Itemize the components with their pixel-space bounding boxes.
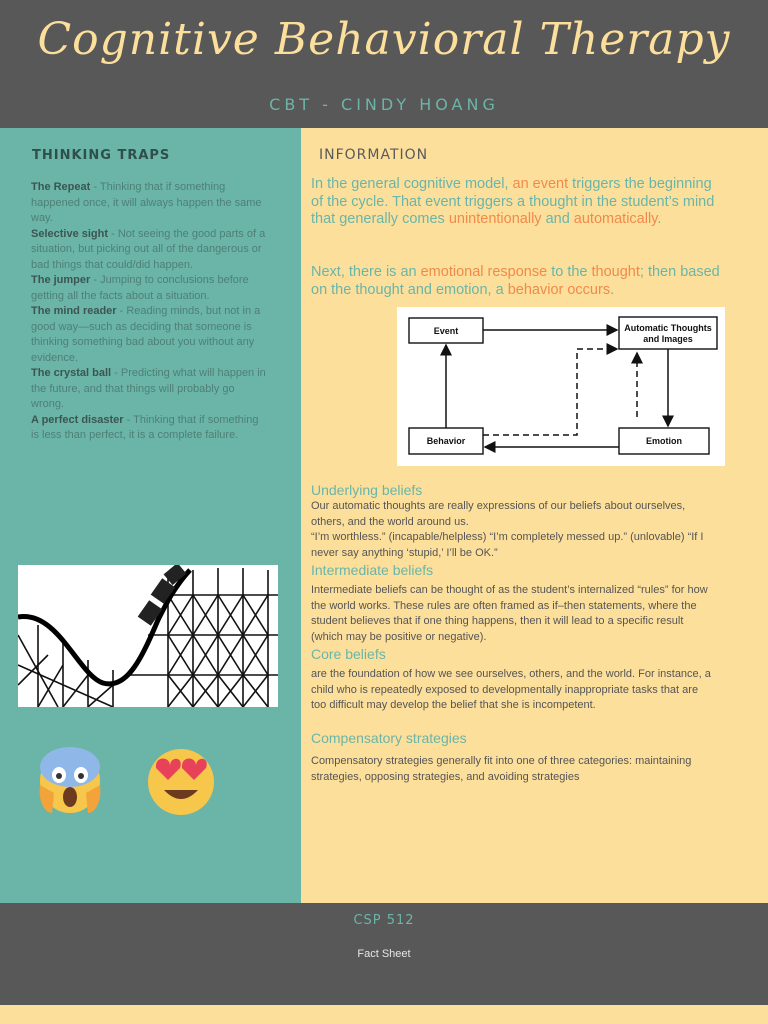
trap-name: The mind reader (31, 305, 117, 317)
highlight-segment: an event (512, 176, 569, 192)
roller-coaster-image (18, 565, 278, 707)
trap-item: Selective sight - Not seeing the good parts of a situation, but picking out all of the dangerous or bad things that could/did happen. (31, 227, 266, 271)
information-heading: INFORMATION (319, 147, 429, 163)
highlight-segment: thought (591, 264, 640, 280)
intermediate-beliefs-text: Intermediate beliefs can be thought of as the student’s internalized “rules” for how the world works. These rules are often framed as if–then statements, where the student believes that if one thing happens, then it will lead to a specific result (which may be positive or negative). (311, 584, 708, 643)
text-segment: . (657, 211, 662, 227)
behavior-label: Behavior (426, 436, 466, 446)
trap-desc: Thinking that if something is less than perfect, it is a complete failure. (31, 413, 259, 441)
event-label: Event (433, 326, 459, 336)
text-segment: Next, there is an (311, 264, 421, 280)
compensatory-strategies-heading: Compensatory strategies (311, 730, 467, 746)
trap-name: The jumper (31, 274, 91, 286)
trap-name: A perfect disaster (31, 413, 124, 426)
page-subtitle: CBT - CINDY HOANG (269, 95, 499, 114)
underlying-beliefs-heading: Underlying beliefs (311, 482, 423, 498)
footer-label: Fact Sheet (357, 948, 411, 960)
right-column (301, 128, 768, 903)
trap-desc: Predicting what will happen in the future, and that things will probably go wrong. (31, 367, 266, 410)
core-beliefs-text: are the foundation of how we see ourselves, others, and the world. For instance, a child who is repeatedly exposed to developmentally inappropriate tasks that are too difficult may develop the belief that she is incompetent. (311, 668, 711, 711)
underlying-beliefs-examples: “I’m worthless.” (incapable/helpless) “I’m completely messed up.” (unlovable) “If I never say anything ‘stupid,’ I’ll be OK.” (311, 531, 704, 559)
highlight-segment: emotional response (420, 264, 548, 280)
cognitive-model-paragraph (311, 176, 726, 229)
header (0, 0, 768, 128)
trap-name: Selective sight (31, 227, 109, 240)
trap-item: A perfect disaster - Thinking that if something is less than perfect, it is a complete failure. (31, 413, 259, 441)
screaming-face-icon (36, 745, 104, 815)
core-beliefs-heading: Core beliefs (311, 646, 386, 662)
text-segment: ; then based on the thought and emotion, a (311, 264, 720, 298)
underlying-beliefs-line: Our automatic thoughts are really expressions of our beliefs about ourselves, others, and the world around us. (311, 500, 686, 528)
text-segment: to the (547, 264, 592, 280)
compensatory-strategies-text: Compensatory strategies generally fit into one of three categories: maintaining strategies, opposing strategies, and avoiding strategies (311, 755, 692, 783)
text-segment: triggers the beginning of the cycle. That event triggers a thought in the student’s mind that generally comes (311, 176, 715, 227)
trap-desc: Jumping to conclusions before getting all the facts about a situation. (31, 274, 249, 302)
trap-name: The Repeat (31, 181, 91, 193)
trap-item: The crystal ball - Predicting what will happen in the future, and that things will probably go wrong. (31, 367, 266, 410)
emotional-response-paragraph (311, 264, 726, 299)
trap-item: The jumper - Jumping to conclusions before getting all the facts about a situation. (31, 274, 249, 302)
highlight-segment: automatically (573, 211, 658, 227)
thoughts-label-2: and Images (643, 334, 693, 344)
trap-desc: Thinking that if something happened once, it will always happen the same way. (31, 181, 262, 224)
trap-desc: Not seeing the good parts of a situation, but picking out all of the dangerous or bad things that could/did happen. (31, 227, 266, 271)
cognitive-model-diagram (397, 307, 725, 466)
text-segment: In the general cognitive model, (311, 176, 513, 192)
footer (0, 903, 768, 1005)
trap-desc: Reading minds, but not in a good way—such as deciding that someone is thinking something bad about you without any evidence. (31, 305, 261, 364)
text-segment: . (610, 281, 615, 298)
trap-item: The Repeat - Thinking that if something happened once, it will always happen the same way. (31, 181, 262, 224)
heart-eyes-face-icon (146, 744, 216, 816)
highlight-segment: unintentionally (448, 211, 542, 227)
thoughts-label-1: Automatic Thoughts (624, 323, 712, 333)
course-code: CSP 512 (353, 913, 415, 928)
page-title: Cognitive Behavioral Therapy (37, 14, 731, 65)
trap-name: The crystal ball (31, 367, 112, 379)
thoughts-box (619, 317, 717, 349)
emotion-label: Emotion (646, 436, 682, 446)
highlight-segment: behavior occurs (507, 281, 611, 298)
thinking-traps-heading: THINKING TRAPS (32, 148, 171, 163)
thinking-traps-list (31, 180, 266, 444)
intermediate-beliefs-heading: Intermediate beliefs (311, 562, 434, 578)
underlying-beliefs-text (311, 499, 711, 561)
trap-item: The mind reader - Reading minds, but not in a good way—such as deciding that someone is thinking something bad about you without any evidence. (31, 305, 261, 364)
text-segment: and (541, 211, 574, 227)
